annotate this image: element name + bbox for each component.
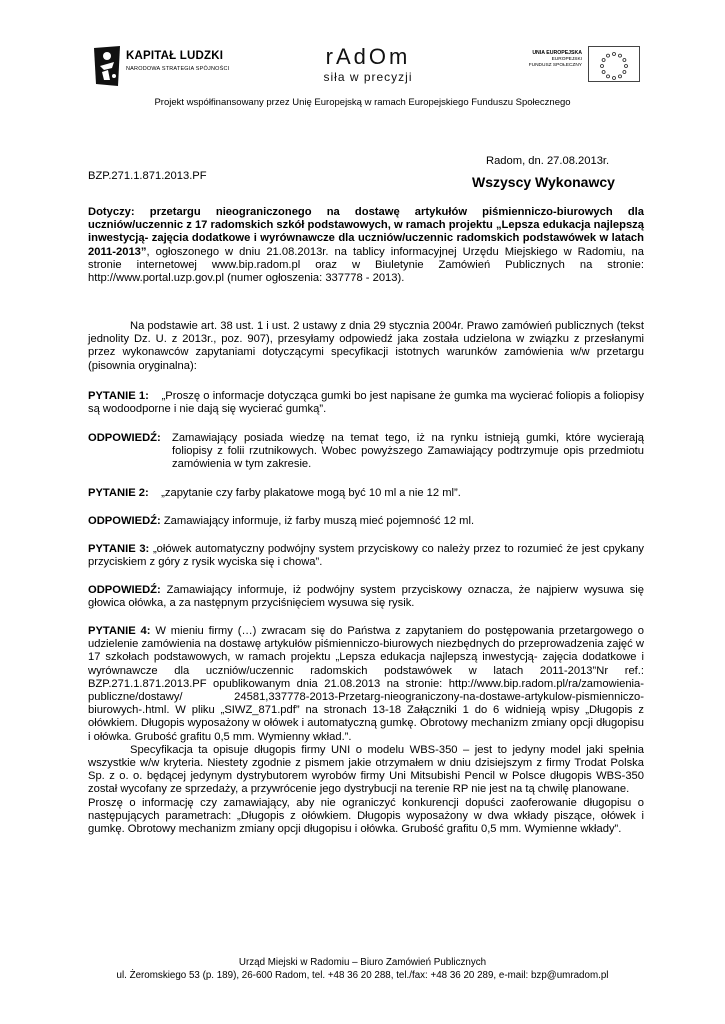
answer-2: [88, 515, 644, 528]
question-2: [88, 487, 644, 500]
question-4-paragraph-2: Specyfikacja ta opisuje długopis firmy UNI o modelu WBS-350 – jest to jedyny model jaki spełnia wszystkie w/w kryteria. Niestety zgodnie z pismem jakie otrzymałem w dniu dzisiejszym z firmy Trodat Polska Sp. z o. o. będącej jedynym dystrybutorem wyrobów firmy Uni Mitsubishi Pencil w Polsce długopis WBS-350 został wycofany ze sprzedaży, a przywrócenie jego dystrybucji na terenie RP nie jest na tą chwilę planowane.: [88, 743, 644, 796]
question-4-paragraph-3: Proszę o informację czy zamawiający, aby nie ograniczyć konkurencji dopuści zaoferowanie długopisu o następujących parametrach: „Długopis z ołówkiem. Długopis wyposażony w dwa wkłady piszące, ołówek i gumkę. Obrotowy mechanizm zmiany opcji długopisu i ołówka. Grubość grafitu 0,5 mm. Wymienne wkłady”.: [88, 796, 644, 836]
kapital-ludzki-emblem-icon: [92, 44, 122, 88]
ue-line-2: EUROPEJSKI: [551, 57, 582, 62]
ue-line-3: FUNDUSZ SPOŁECZNY: [528, 63, 582, 68]
answer-2-label: ODPOWIEDŹ:: [88, 515, 161, 527]
eu-flag-icon: [588, 46, 640, 82]
kapital-ludzki-subtitle: NARODOWA STRATEGIA SPÓJNOŚCI: [126, 66, 230, 72]
kapital-ludzki-title: KAPITAŁ LUDZKI: [126, 50, 224, 62]
question-3-text: „ołówek automatyczny podwójny system przyciskowy co należy przez to rozumieć że jest cpykany przyciskiem z góry z rysik wyciska się i chowa”.: [88, 543, 645, 569]
question-2-text: „zapytanie czy farby plakatowe mogą być 10 ml a nie 12 ml”.: [161, 487, 461, 499]
question-3: [88, 543, 644, 569]
radom-logo: [318, 46, 418, 84]
question-4-paragraph-1: [88, 625, 644, 744]
subject-rest: , ogłoszonego w dniu 21.08.2013r. na tablicy informacyjnej Urzędu Miejskiego w Radomiu, na stronie internetowej www.bip.radom.pl oraz w Biuletynie Zamówień Publicznych na stronie: http://www.portal.uzp.gov.pl (numer ogłoszenia: 337778 - 2013).: [88, 245, 644, 285]
question-2-label: PYTANIE 2:: [88, 487, 149, 499]
radom-wordmark: rAdOm: [325, 44, 411, 69]
footer-address: ul. Żeromskiego 53 (p. 189), 26-600 Radom, tel. +48 36 20 288, tel./fax: +48 36 20 289, e-mail: bzp@umradom.pl: [116, 970, 609, 981]
question-4-label: PYTANIE 4:: [88, 625, 151, 637]
question-1-text: „Proszę o informacje dotycząca gumki bo jest napisane że gumka ma wycierać foliopis a foliopisy są wodoodporne i nie dają się wycierać gumką”.: [88, 390, 644, 416]
answer-3-label: ODPOWIEDŹ:: [88, 584, 161, 596]
answer-1-label: ODPOWIEDŹ:: [88, 432, 161, 444]
question-3-label: PYTANIE 3:: [88, 543, 150, 555]
subject-bold: Dotyczy: przetargu nieograniczonego na dostawę artykułów piśmienniczo-biurowych dla uczniów/uczennic z 17 radomskich szkół podstawowych, w ramach projektu „Lepsza edukacja najlepszą inwestycją- zajęcia dodatkowe i wyrównawcze dla uczniów/uczennic radomskich podstawówek w latach 2011-2013”: [88, 206, 644, 258]
answer-3: [88, 584, 644, 610]
subject-paragraph: [88, 206, 644, 285]
intro-paragraph: Na podstawie art. 38 ust. 1 i ust. 2 ustawy z dnia 29 stycznia 2004r. Prawo zamówień publicznych (tekst jednolity Dz. U. z 2013r., poz. 907), przesyłamy odpowiedź jaka została udzielona w związku z przesłanymi przez wykonawców zapytaniami dotyczącymi specyfikacji istotnych warunków zamówienia w/w przetargu (pisownia oryginalna):: [88, 320, 644, 372]
radom-tagline: siła w precyzji: [323, 70, 413, 84]
answer-1-text: Zamawiający posiada wiedzę na temat tego, iż na rynku istnieją gumki, które wycierają foliopisy z folii rzutnikowych. Wobec powyższego Zamawiający podtrzymuje opis przedmiotu zamówienia w tym zakresie.: [172, 432, 644, 471]
reference-number: BZP.271.1.871.2013.PF: [88, 170, 207, 182]
answer-3-text: Zamawiający informuje, iż podwójny system przyciskowy oznacza, że najpierw wysuwa się głowica ołówka, a za następnym przyciśnięciem wysuwa się rysik.: [88, 584, 644, 610]
ue-line-1: UNIA EUROPEJSKA: [532, 50, 582, 56]
footer-office: Urząd Miejski w Radomiu – Biuro Zamówień Publicznych: [238, 957, 487, 968]
question-4: [88, 625, 644, 836]
question-1: [88, 390, 644, 416]
question-1-label: PYTANIE 1:: [88, 390, 149, 402]
addressee: Wszyscy Wykonawcy: [472, 174, 615, 190]
letter-date: Radom, dn. 27.08.2013r.: [486, 155, 610, 167]
question-4-text-1: W mieniu firmy (…) zwracam się do Państwa z zapytaniem do postępowania przetargowego o udzielenie zamówienia na dostawę artykułów piśmienniczo-biurowych niezbędnych do przeprowadzenia zajęć w 17 szkołach podstawowych, w ramach projektu „Lepsza edukacja najlepszą inwestycją- zajęcia dodatkowe i wyrównawcze dla uczniów/uczennic radomskich podstawówek w latach 2011-2013”Nr ref.: BZP.271.1.871.2013.PF opublikowanym dnia 21.08.2013 na stronie: http://www.bip.radom.pl/ra/zamowienia-publiczne/dostawy/ 24581,337778-2013-Przetarg-nieograniczony-na-dostawe-artykulow-pismienniczo-biurowych-.html. W pliku „SIWZ_871.pdf” na stronach 13-18 Załączniki 1 do 6 widnieją wpisy „Długopis z ołówkiem. Długopis wyposażony w ołówek i automatyczną gumkę. Obrotowy mechanizm zmiany opcji długopisu i ołówka. Grubość grafitu 0,5 mm. Wymienny wkład.”.: [88, 625, 644, 743]
answer-1: [88, 432, 644, 474]
ue-efs-logo: [516, 46, 640, 82]
kapital-ludzki-logo: [92, 40, 232, 92]
ue-text: [516, 50, 582, 69]
project-cofinancing-note: Projekt współfinansowany przez Unię Europejską w ramach Europejskiego Funduszu Społecznego: [154, 97, 571, 108]
answer-2-text: Zamawiający informuje, iż farby muszą mieć pojemność 12 ml.: [163, 515, 475, 527]
